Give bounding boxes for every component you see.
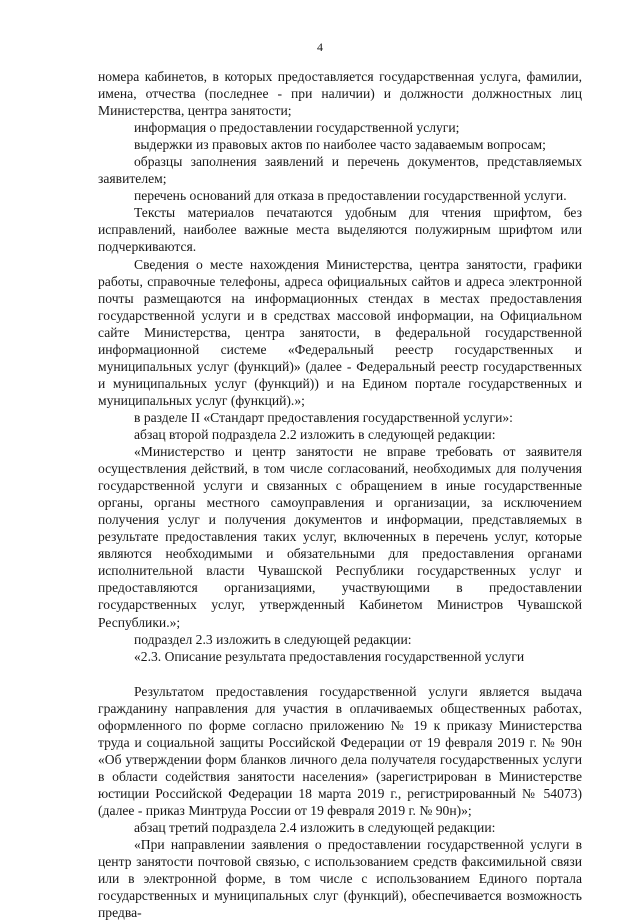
paragraph-service-result: Результатом предоставления государственной услуги является выдача гражданину направления для участия в оплачиваемых общественных работах, оформленного по форме согласно приложению № 19 к приказу Министерства труда и социальной защиты Российской Федерации от 19 февраля 2019 г. № 90н «Об утверждении форм бланков личного дела получателя государственных услуги в области содействия занятости населения» (зарегистрирован в Министерстве юстиции Российской Федерации 18 марта 2019 г., регистрированный № 54073) (далее - приказ Минтруда России от 19 февраля 2019 г. № 90н)»; xyxy=(98,683,582,818)
paragraph-result-heading: «2.3. Описание результата предоставления государственной услуги xyxy=(134,648,525,664)
paragraph-gap xyxy=(98,665,582,683)
paragraph-materials-font: Тексты материалов печатаются удобным для чтения шрифтом, без исправлений, наиболее важные места выделяются полужирным шрифтом или подчеркиваются. xyxy=(98,205,582,255)
paragraph-application-submission: «При направлении заявления о предоставлении государственной услуги в центр занятости почтовой связью, с использованием средств факсимильной связи или в электронной форме, в том числе с использованием Единого портала государственных и муниципальных слуг (функций), обеспечивается возможность предва- xyxy=(98,837,582,921)
paragraph-refusal-grounds: перечень оснований для отказа в предоставлении государственной услуги. xyxy=(134,188,567,204)
paragraph-subsection-2-4: абзац третий подраздела 2.4 изложить в следующей редакции: xyxy=(134,820,496,836)
paragraph-section-ii: в разделе II «Стандарт предоставления государственной услуги»: xyxy=(134,409,513,425)
page-number: 4 xyxy=(317,40,323,54)
paragraph-subsection-2-3: подраздел 2.3 изложить в следующей редакции: xyxy=(134,631,412,647)
paragraph-legal-excerpts: выдержки из правовых актов по наиболее часто задаваемым вопросам; xyxy=(134,137,546,153)
paragraph-ministry-requirements: «Министерство и центр занятости не вправе требовать от заявителя осуществления действий, в том числе согласований, необходимых для получения государственной услуги и связанных с обращением в иные государственные органы, органы местного самоуправления и организации, за исключением получения услуг и получения документов и информации, представляемых в результате предоставления таких услуг, включенных в перечень услуг, которые являются необходимыми и обязательными для предоставления органами исполнительной власти Чувашской Республики государственных услуг и предоставляются организациями, участвующими в предоставлении государственных услуг, утвержденный Кабинетом Министров Чувашской Республики.»; xyxy=(98,444,582,630)
paragraph-subsection-2-2: абзац второй подраздела 2.2 изложить в следующей редакции: xyxy=(134,426,496,442)
paragraph-room-numbers: номера кабинетов, в которых предоставляется государственная услуга, фамилии, имена, отчества (последнее - при наличии) и должности должностных лиц Министерства, центра занятости; xyxy=(98,69,582,119)
paragraph-service-info: информация о предоставлении государственной услуги; xyxy=(134,120,460,136)
paragraph-form-samples: образцы заполнения заявлений и перечень документов, представляемых заявителем; xyxy=(98,154,582,187)
paragraph-ministry-location: Сведения о месте нахождения Министерства, центра занятости, графики работы, справочные телефоны, адреса официальных сайтов и адреса электронной почты размещаются на информационных стендах в местах предоставления государственной услуги и в средствах массовой информации, на Официальном сайте Министерства, центра занятости, в федеральной государственной информационной системе «Федеральный реестр государственных и муниципальных услуг (функций)» (далее - Федеральный реестр государственных и муниципальных услуг (функций)) и на Едином портале государственных и муниципальных услуг (функций).»; xyxy=(98,256,582,408)
document-body xyxy=(98,68,582,921)
